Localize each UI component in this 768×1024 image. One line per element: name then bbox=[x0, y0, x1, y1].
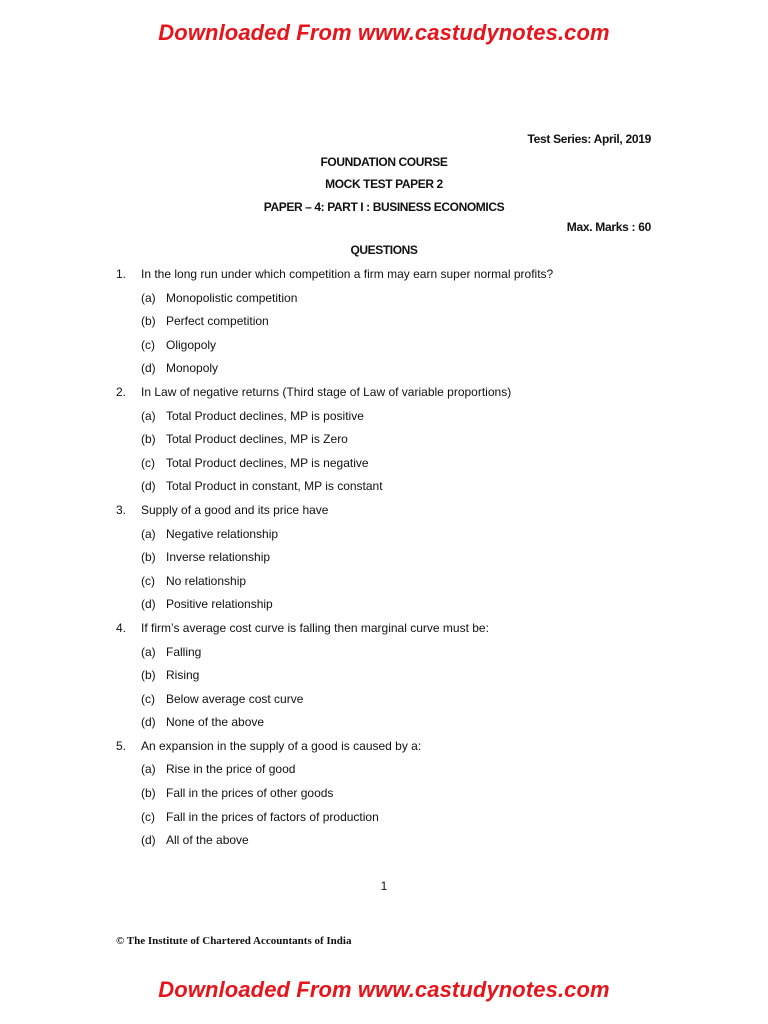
option-key: (a) bbox=[141, 408, 156, 423]
option-row bbox=[0, 714, 768, 738]
option-text: Perfect competition bbox=[166, 314, 269, 329]
option-text: Fall in the prices of factors of production bbox=[166, 809, 379, 824]
paper-title: PAPER – 4: PART I : BUSINESS ECONOMICS bbox=[263, 200, 505, 214]
questions-list bbox=[0, 266, 768, 856]
option-text: Total Product declines, MP is positive bbox=[166, 408, 364, 423]
option-key: (b) bbox=[141, 314, 156, 329]
question-number: 3. bbox=[116, 502, 127, 517]
option-key: (c) bbox=[141, 573, 155, 588]
option-key: (a) bbox=[141, 526, 156, 541]
question-3 bbox=[0, 502, 768, 526]
option-row bbox=[0, 408, 768, 432]
option-row bbox=[0, 644, 768, 668]
option-text: Positive relationship bbox=[166, 597, 273, 612]
question-number: 4. bbox=[116, 620, 127, 635]
option-key: (d) bbox=[141, 833, 156, 848]
question-text: In the long run under which competition a firm may earn super normal profits? bbox=[141, 267, 554, 281]
option-row bbox=[0, 431, 768, 455]
option-text: Monopolistic competition bbox=[166, 290, 298, 305]
option-row bbox=[0, 360, 768, 384]
test-series-label: Test Series: April, 2019 bbox=[527, 132, 651, 146]
question-number: 5. bbox=[116, 738, 127, 753]
option-text: Total Product in constant, MP is constant bbox=[166, 479, 383, 494]
question-2 bbox=[0, 384, 768, 408]
question-number: 1. bbox=[116, 267, 127, 281]
question-number: 2. bbox=[116, 384, 127, 399]
option-text: Negative relationship bbox=[166, 526, 279, 541]
option-text: Fall in the prices of other goods bbox=[166, 786, 334, 801]
option-key: (d) bbox=[141, 597, 156, 612]
option-row bbox=[0, 290, 768, 314]
question-text: An expansion in the supply of a good is caused by a: bbox=[141, 738, 422, 753]
option-text: No relationship bbox=[166, 573, 247, 588]
question-text: If firm’s average cost curve is falling then marginal curve must be: bbox=[141, 620, 489, 635]
option-text: Oligopoly bbox=[166, 337, 217, 352]
option-row bbox=[0, 691, 768, 715]
option-key: (b) bbox=[141, 432, 156, 447]
option-key: (b) bbox=[141, 668, 156, 683]
option-text: Inverse relationship bbox=[166, 550, 271, 565]
option-row bbox=[0, 455, 768, 479]
questions-heading: QUESTIONS bbox=[350, 243, 418, 257]
option-text: Rising bbox=[166, 668, 200, 683]
option-key: (d) bbox=[141, 715, 156, 730]
download-banner-bottom: Downloaded From www.castudynotes.com bbox=[158, 977, 610, 1002]
option-key: (b) bbox=[141, 550, 156, 565]
option-row bbox=[0, 761, 768, 785]
question-1 bbox=[0, 266, 768, 290]
option-row bbox=[0, 832, 768, 856]
option-text: Monopoly bbox=[166, 361, 219, 376]
option-row bbox=[0, 596, 768, 620]
option-row bbox=[0, 667, 768, 691]
option-text: Total Product declines, MP is Zero bbox=[166, 432, 348, 447]
option-row bbox=[0, 478, 768, 502]
option-text: Falling bbox=[166, 644, 202, 659]
option-row bbox=[0, 809, 768, 833]
option-text: Total Product declines, MP is negative bbox=[166, 455, 369, 470]
option-key: (a) bbox=[141, 644, 156, 659]
option-key: (c) bbox=[141, 337, 155, 352]
option-key: (a) bbox=[141, 290, 156, 305]
option-key: (c) bbox=[141, 455, 155, 470]
download-banner-top: Downloaded From www.castudynotes.com bbox=[158, 20, 610, 45]
copyright-footer: © The Institute of Chartered Accountants of India bbox=[116, 935, 352, 947]
mock-test-title: MOCK TEST PAPER 2 bbox=[325, 177, 443, 191]
option-key: (d) bbox=[141, 479, 156, 494]
option-key: (a) bbox=[141, 762, 156, 777]
question-5 bbox=[0, 738, 768, 762]
course-title: FOUNDATION COURSE bbox=[320, 155, 448, 169]
option-text: Rise in the price of good bbox=[166, 762, 296, 777]
question-text: In Law of negative returns (Third stage of Law of variable proportions) bbox=[141, 384, 512, 399]
option-row bbox=[0, 573, 768, 597]
page-number: 1 bbox=[380, 879, 388, 893]
question-4 bbox=[0, 620, 768, 644]
option-key: (c) bbox=[141, 691, 155, 706]
question-text: Supply of a good and its price have bbox=[141, 502, 329, 517]
max-marks-label: Max. Marks : 60 bbox=[566, 220, 651, 234]
option-text: None of the above bbox=[166, 715, 265, 730]
option-row bbox=[0, 785, 768, 809]
option-key: (d) bbox=[141, 361, 156, 376]
option-key: (c) bbox=[141, 809, 155, 824]
option-row bbox=[0, 337, 768, 361]
option-row bbox=[0, 313, 768, 337]
option-row bbox=[0, 549, 768, 573]
option-text: All of the above bbox=[166, 833, 249, 848]
option-text: Below average cost curve bbox=[166, 691, 304, 706]
option-key: (b) bbox=[141, 786, 156, 801]
option-row bbox=[0, 526, 768, 550]
